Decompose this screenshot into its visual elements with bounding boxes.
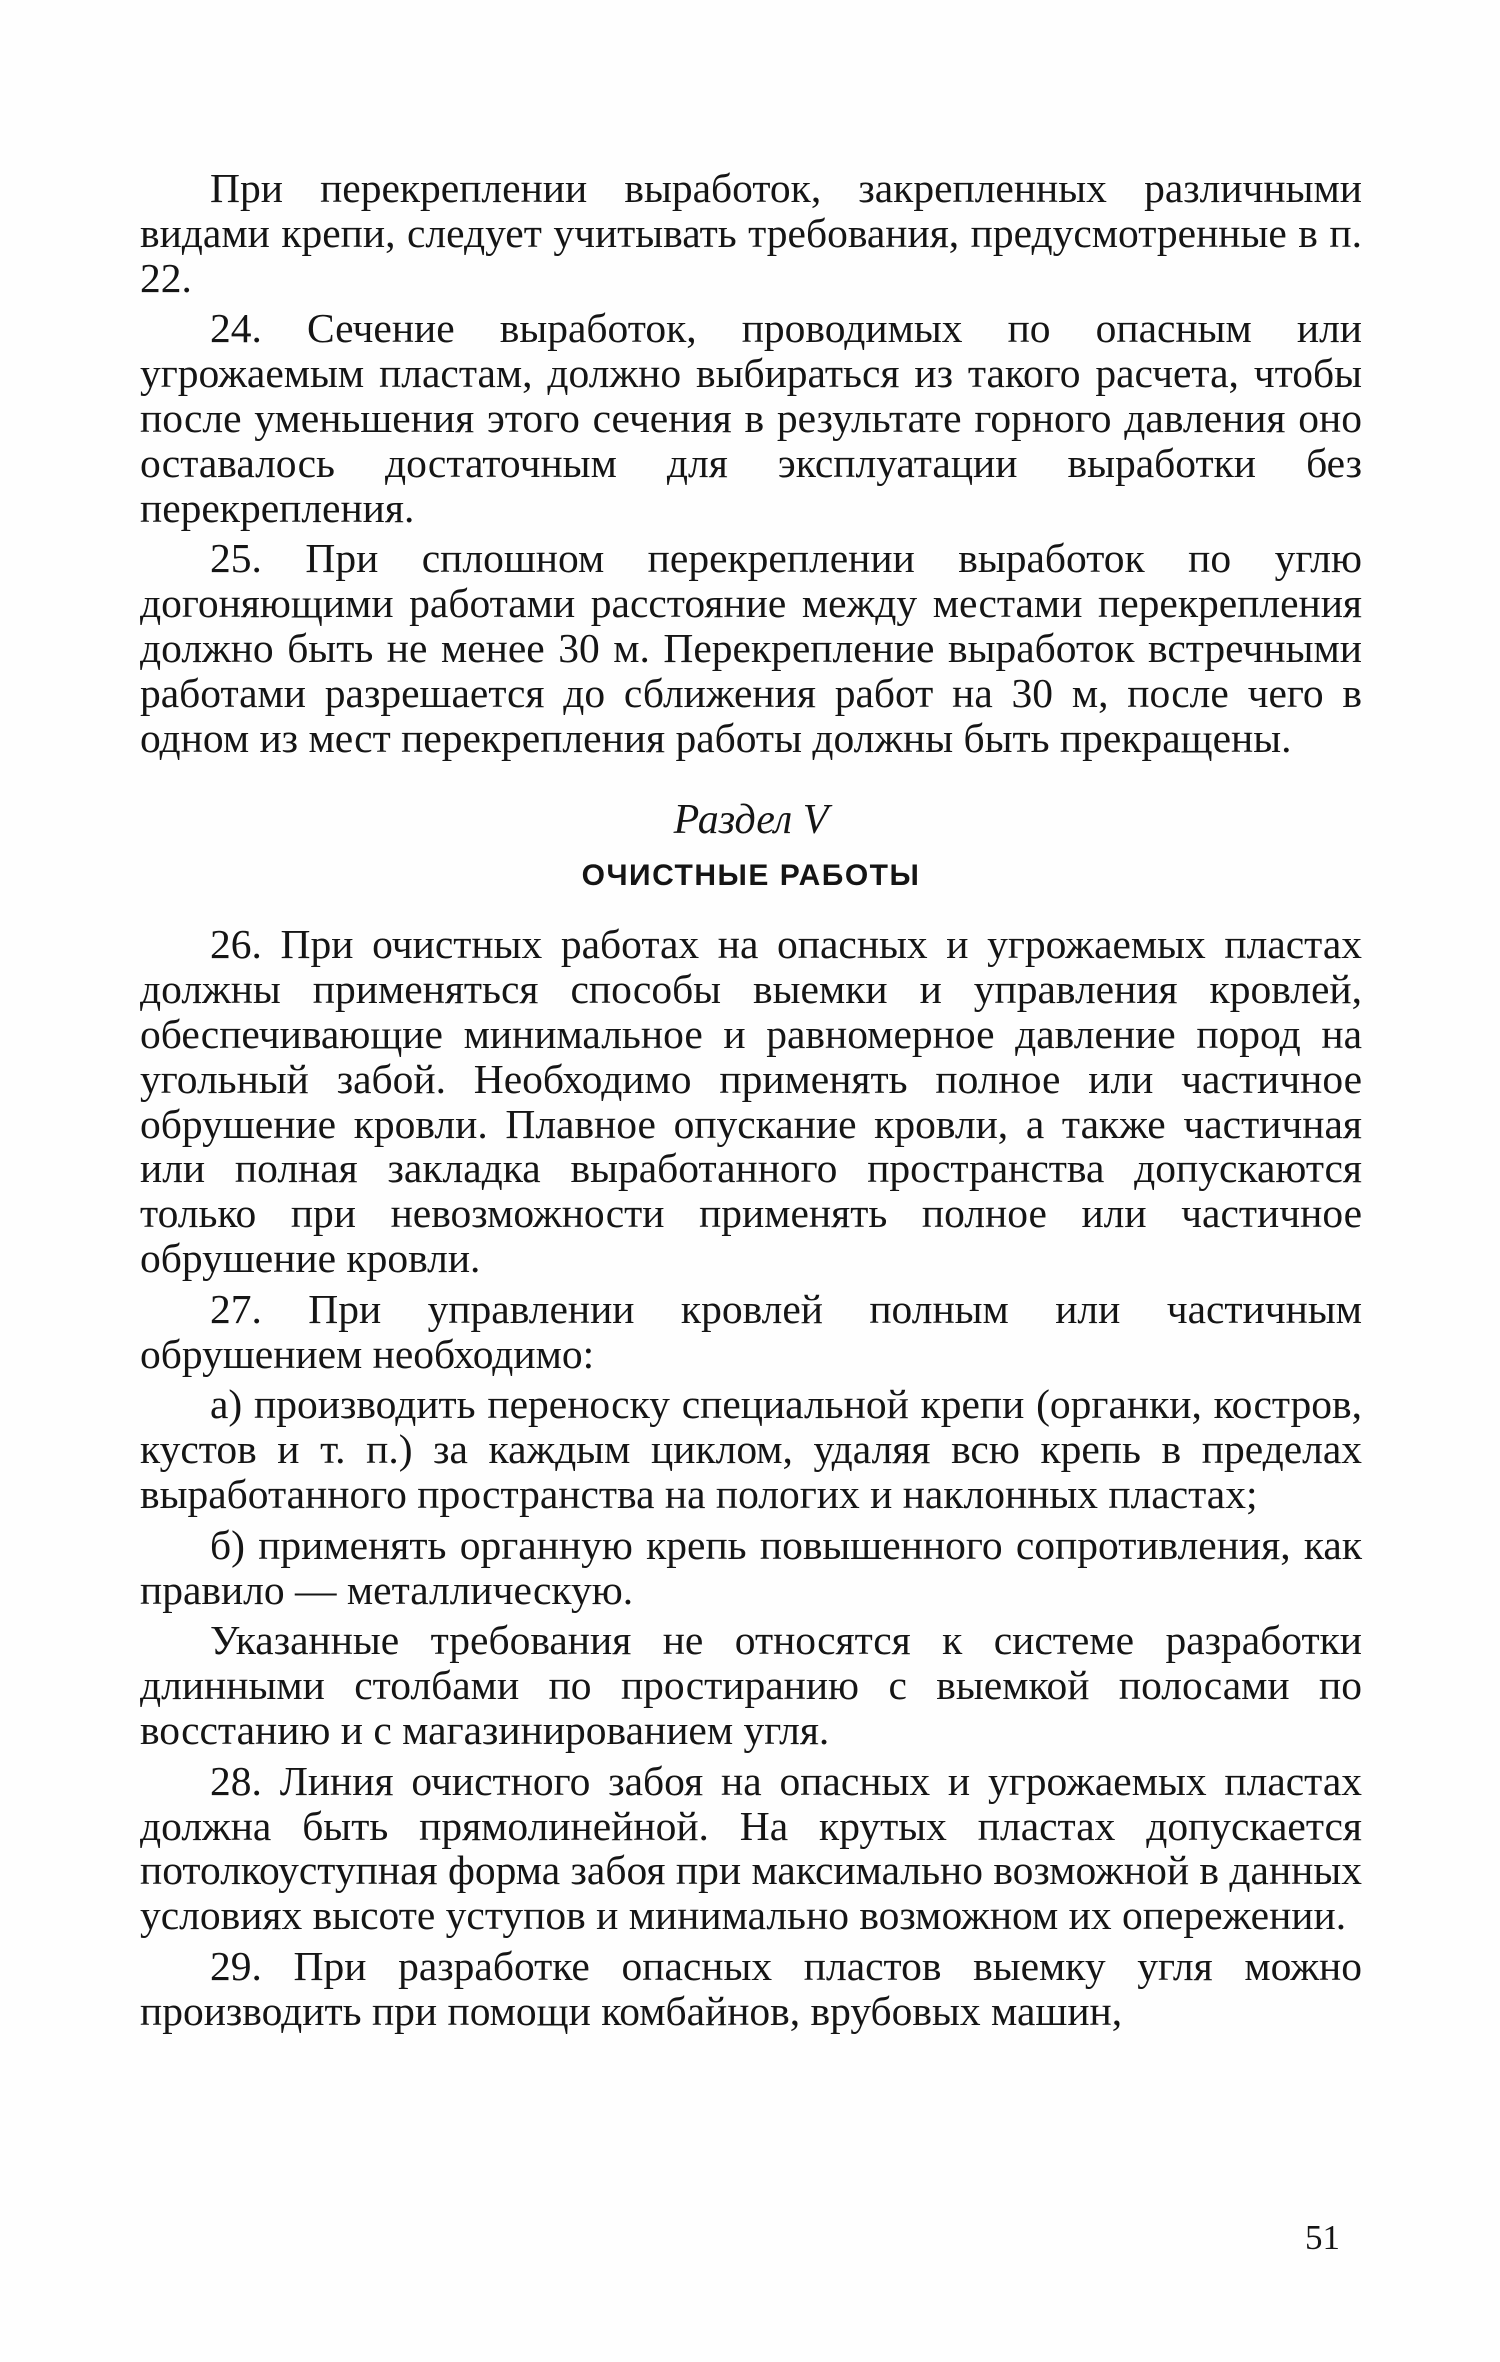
paragraph-27-note: Указанные требования не относятся к системе разработки длинными столбами по простиранию с выемкой полосами по восстанию и с магазинированием угля. <box>140 1617 1362 1753</box>
paragraph-26: 26. При очистных работах на опасных и угрожаемых пластах должны применяться способы выемки и управления кровлей, обеспечивающие минимальное и равномерное давление пород на угольный забой. Необходимо применять полное или частичное обрушение кровли. Плавное опускание кровли, а также частичная или полная закладка выработанного пространства допускаются только при невозможности применять полное или частичное обрушение кровли. <box>140 921 1362 1281</box>
paragraph-27-item-a: а) производить переноску специальной крепи (органки, костров, кустов и т. п.) за каждым циклом, удаляя всю крепь в пределах выработанного пространства на пологих и наклонных пластах; <box>140 1381 1362 1517</box>
paragraph-27-item-b: б) применять органную крепь повышенного сопротивления, как правило — металлическую. <box>140 1521 1362 1613</box>
paragraph-24: 24. Сечение выработок, проводимых по опасным или угрожаемым пластам, должно выбираться из такого расчета, чтобы после уменьшения этого сечения в результате горного давления оно оставалось достаточным для эксплуатации выработки без перекрепления. <box>140 305 1362 531</box>
paragraph-25: 25. При сплошном перекреплении выработок по углю догоняющими работами расстояние между местами перекрепления должно быть не менее 30 м. Перекрепление выработок встречными работами разрешается до сближения работ на 30 м, после чего в одном из мест перекрепления работы должны быть прекращены. <box>140 535 1362 761</box>
section-title: ОЧИСТНЫЕ РАБОТЫ <box>581 859 921 893</box>
body-text <box>140 166 1362 2033</box>
section-number: Раздел V <box>673 797 829 844</box>
paragraph-reinforcement-requirements: При перекреплении выработок, закрепленных различными видами крепи, следует учитывать требования, предусмотренные в п. 22. <box>140 165 1362 301</box>
paragraph-29: 29. При разработке опасных пластов выемку угля можно производить при помощи комбайнов, врубовых машин, <box>140 1942 1362 2034</box>
paragraph-28: 28. Линия очистного забоя на опасных и угрожаемых пластах должна быть прямолинейной. На крутых пластах допускается потолкоуступная форма забоя при максимально возможной в данных условиях высоте уступов и минимально возможном их опережении. <box>140 1757 1362 1939</box>
page-number: 51 <box>1305 2218 1340 2257</box>
paragraph-27: 27. При управлении кровлей полным или частичным обрушением необходимо: <box>140 1285 1362 1377</box>
